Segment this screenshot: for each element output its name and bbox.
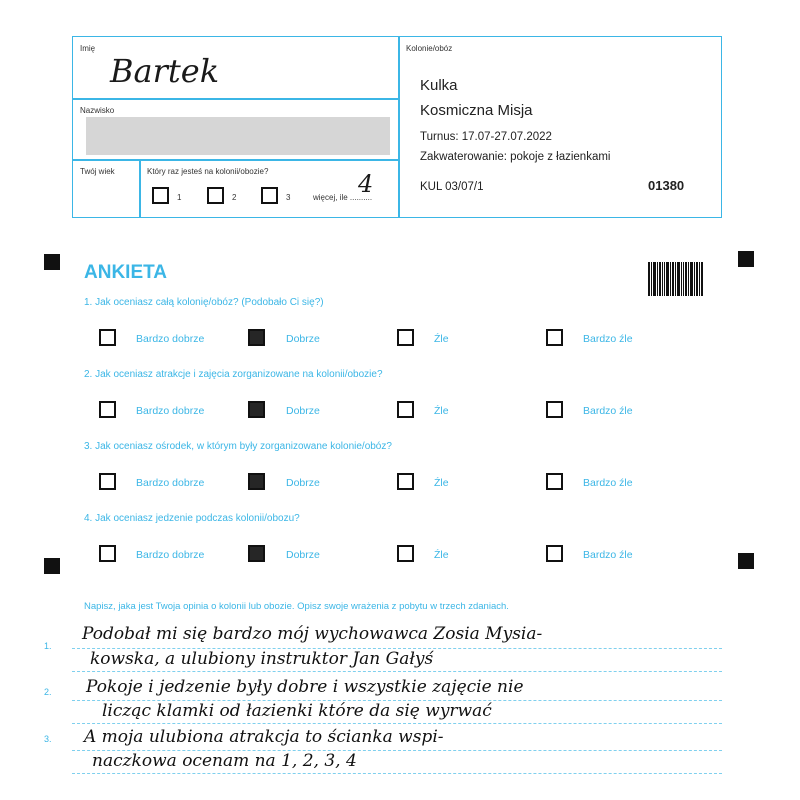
q4-option-good: Dobrze xyxy=(286,549,320,561)
writing-line xyxy=(72,723,722,724)
camp-label: Kolonie/obóz xyxy=(406,44,453,53)
line-number-1: 1. xyxy=(44,641,52,651)
q4-checkbox-bad[interactable] xyxy=(397,545,414,562)
times-checkbox-3[interactable] xyxy=(261,187,278,204)
q2-option-very-bad: Bardzo źle xyxy=(583,405,633,417)
form-number: 01380 xyxy=(648,178,685,193)
barcode xyxy=(648,262,704,296)
surname-redaction xyxy=(86,117,390,155)
q3-checkbox-very-bad[interactable] xyxy=(546,473,563,490)
corner-marker-bottom-left xyxy=(44,558,60,574)
q1-option-very-good: Bardzo dobrze xyxy=(136,333,205,345)
answer-line-1[interactable]: Podobał mi się bardzo mój wychowawca Zosia Mysia- xyxy=(82,624,543,644)
q1-checkbox-very-good[interactable] xyxy=(99,329,116,346)
q3-checkbox-good[interactable] xyxy=(248,473,265,490)
q4-option-bad: Źle xyxy=(434,549,449,561)
age-divider xyxy=(139,159,141,218)
corner-marker-top-right xyxy=(738,251,754,267)
header-divider xyxy=(398,36,400,218)
q1-option-very-bad: Bardzo źle xyxy=(583,333,633,345)
times-option-3: 3 xyxy=(286,193,291,202)
q3-checkbox-bad[interactable] xyxy=(397,473,414,490)
q2-option-bad: Źle xyxy=(434,405,449,417)
question-2: 2. Jak oceniasz atrakcje i zajęcia zorganizowane na kolonii/obozie? xyxy=(84,369,383,380)
q4-checkbox-very-bad[interactable] xyxy=(546,545,563,562)
camp-subtitle: Kosmiczna Misja xyxy=(420,102,533,119)
line-number-2: 2. xyxy=(44,687,52,697)
age-label: Twój wiek xyxy=(80,167,115,176)
corner-marker-bottom-right xyxy=(738,553,754,569)
q1-checkbox-bad[interactable] xyxy=(397,329,414,346)
line-number-3: 3. xyxy=(44,734,52,744)
camp-name: Kulka xyxy=(420,77,458,94)
times-checkbox-2[interactable] xyxy=(207,187,224,204)
times-option-1: 1 xyxy=(177,193,182,202)
accommodation-text: Zakwaterowanie: pokoje z łazienkami xyxy=(420,151,611,163)
corner-marker-top-left xyxy=(44,254,60,270)
answer-line-6[interactable]: naczkowa ocenam na 1, 2, 3, 4 xyxy=(92,751,357,771)
writing-line xyxy=(72,773,722,774)
q1-option-bad: Źle xyxy=(434,333,449,345)
answer-line-5[interactable]: A moja ulubiona atrakcja to ścianka wspi- xyxy=(84,727,444,747)
q1-option-good: Dobrze xyxy=(286,333,320,345)
writing-line xyxy=(72,671,722,672)
q3-checkbox-very-good[interactable] xyxy=(99,473,116,490)
surname-divider xyxy=(72,159,399,161)
q4-option-very-good: Bardzo dobrze xyxy=(136,549,205,561)
q4-checkbox-good[interactable] xyxy=(248,545,265,562)
answer-line-4[interactable]: licząc klamki od łazienki które da się wyrwać xyxy=(102,701,492,721)
question-1: 1. Jak oceniasz całą kolonię/obóz? (Podobało Ci się?) xyxy=(84,297,324,308)
surname-label: Nazwisko xyxy=(80,106,115,115)
times-label: Który raz jesteś na kolonii/obozie? xyxy=(147,167,269,176)
opinion-prompt: Napisz, jaka jest Twoja opinia o kolonii lub obozie. Opisz swoje wrażenia z pobytu w trzech zdaniach. xyxy=(84,601,509,612)
q2-checkbox-good[interactable] xyxy=(248,401,265,418)
name-divider xyxy=(72,98,399,100)
answer-line-2[interactable]: kowska, a ulubiony instruktor Jan Gałyś xyxy=(90,649,434,669)
q2-checkbox-very-good[interactable] xyxy=(99,401,116,418)
q1-checkbox-good[interactable] xyxy=(248,329,265,346)
times-more-value[interactable]: 4 xyxy=(358,170,374,198)
question-4: 4. Jak oceniasz jedzenie podczas kolonii/obozu? xyxy=(84,513,300,524)
name-label: Imię xyxy=(80,44,96,53)
turnus-text: Turnus: 17.07-27.07.2022 xyxy=(420,131,552,143)
q3-option-bad: Źle xyxy=(434,477,449,489)
q3-option-good: Dobrze xyxy=(286,477,320,489)
survey-title: ANKIETA xyxy=(84,262,168,283)
camp-code: KUL 03/07/1 xyxy=(420,181,484,193)
q3-option-very-bad: Bardzo źle xyxy=(583,477,633,489)
q4-checkbox-very-good[interactable] xyxy=(99,545,116,562)
answer-line-3[interactable]: Pokoje i jedzenie były dobre i wszystkie zajęcie nie xyxy=(86,677,524,697)
times-option-2: 2 xyxy=(232,193,237,202)
q2-checkbox-bad[interactable] xyxy=(397,401,414,418)
q4-option-very-bad: Bardzo źle xyxy=(583,549,633,561)
q3-option-very-good: Bardzo dobrze xyxy=(136,477,205,489)
q2-checkbox-very-bad[interactable] xyxy=(546,401,563,418)
q1-checkbox-very-bad[interactable] xyxy=(546,329,563,346)
times-more-label: więcej, ile .......... xyxy=(313,193,373,202)
q2-option-good: Dobrze xyxy=(286,405,320,417)
name-value[interactable]: Bartek xyxy=(110,52,220,90)
q2-option-very-good: Bardzo dobrze xyxy=(136,405,205,417)
question-3: 3. Jak oceniasz ośrodek, w którym były zorganizowane kolonie/obóz? xyxy=(84,441,392,452)
times-checkbox-1[interactable] xyxy=(152,187,169,204)
